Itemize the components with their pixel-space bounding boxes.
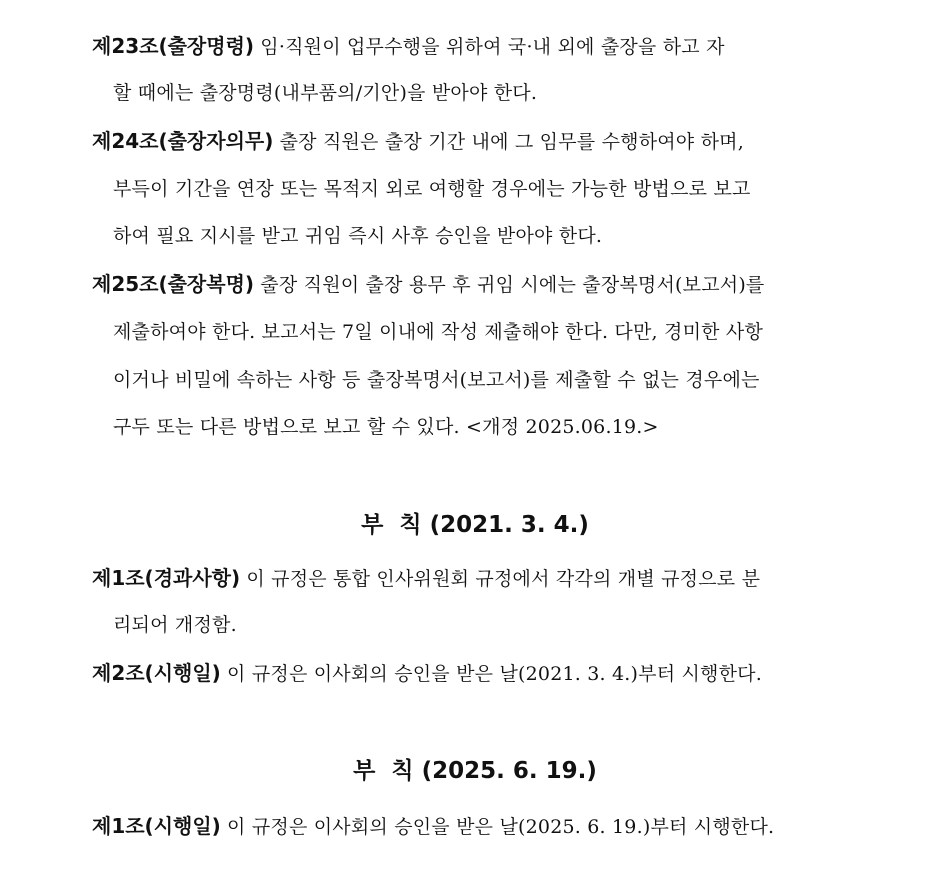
supp1-article-1-line-1	[92, 564, 760, 592]
article-text: 이 규정은 이사회의 승인을 받은 날(2021. 3. 4.)부터 시행한다.	[220, 663, 762, 685]
article-text: 임·직원이 업무수행을 위하여 국·내 외에 출장을 하고 자	[254, 36, 725, 58]
article-text: 출장 직원은 출장 기간 내에 그 임무를 수행하여야 하며,	[273, 131, 744, 153]
supp1-article-2-line-1	[92, 659, 762, 687]
article-24-line-1	[92, 127, 744, 155]
article-24-line-2: 부득이 기간을 연장 또는 목적지 외로 여행할 경우에는 가능한 방법으로 보고	[113, 178, 751, 200]
supp2-article-1-line-1	[92, 812, 774, 840]
article-25-line-1	[92, 270, 765, 298]
article-text: 출장 직원이 출장 용무 후 귀임 시에는 출장복명서(보고서)를	[254, 274, 765, 296]
article-text: 이 규정은 통합 인사위원회 규정에서 각각의 개별 규정으로 분	[240, 568, 761, 590]
article-24-line-3: 하여 필요 지시를 받고 귀임 즉시 사후 승인을 받아야 한다.	[113, 225, 603, 247]
article-25-line-2: 제출하여야 한다. 보고서는 7일 이내에 작성 제출해야 한다. 다만, 경미한 사항	[113, 321, 764, 343]
article-23-line-2: 할 때에는 출장명령(내부품의/기안)을 받아야 한다.	[113, 82, 538, 104]
article-heading: 제23조(출장명령)	[92, 34, 255, 58]
article-heading: 제1조(시행일)	[92, 814, 221, 838]
supplementary-title-2021: 부 칙 (2021. 3. 4.)	[361, 512, 589, 538]
article-heading: 제24조(출장자의무)	[92, 129, 274, 153]
supplementary-title-2025: 부 칙 (2025. 6. 19.)	[353, 758, 597, 784]
article-23-line-1	[92, 32, 725, 60]
article-25-line-3: 이거나 비밀에 속하는 사항 등 출장복명서(보고서)를 제출할 수 없는 경우에는	[113, 369, 760, 391]
article-heading: 제2조(시행일)	[92, 661, 221, 685]
article-25-line-4: 구두 또는 다른 방법으로 보고 할 수 있다. <개정 2025.06.19.>	[113, 416, 659, 438]
article-heading: 제25조(출장복명)	[92, 272, 255, 296]
supp1-article-1-line-2: 리되어 개정함.	[113, 614, 237, 636]
article-heading: 제1조(경과사항)	[92, 566, 241, 590]
article-text: 이 규정은 이사회의 승인을 받은 날(2025. 6. 19.)부터 시행한다.	[220, 816, 775, 838]
